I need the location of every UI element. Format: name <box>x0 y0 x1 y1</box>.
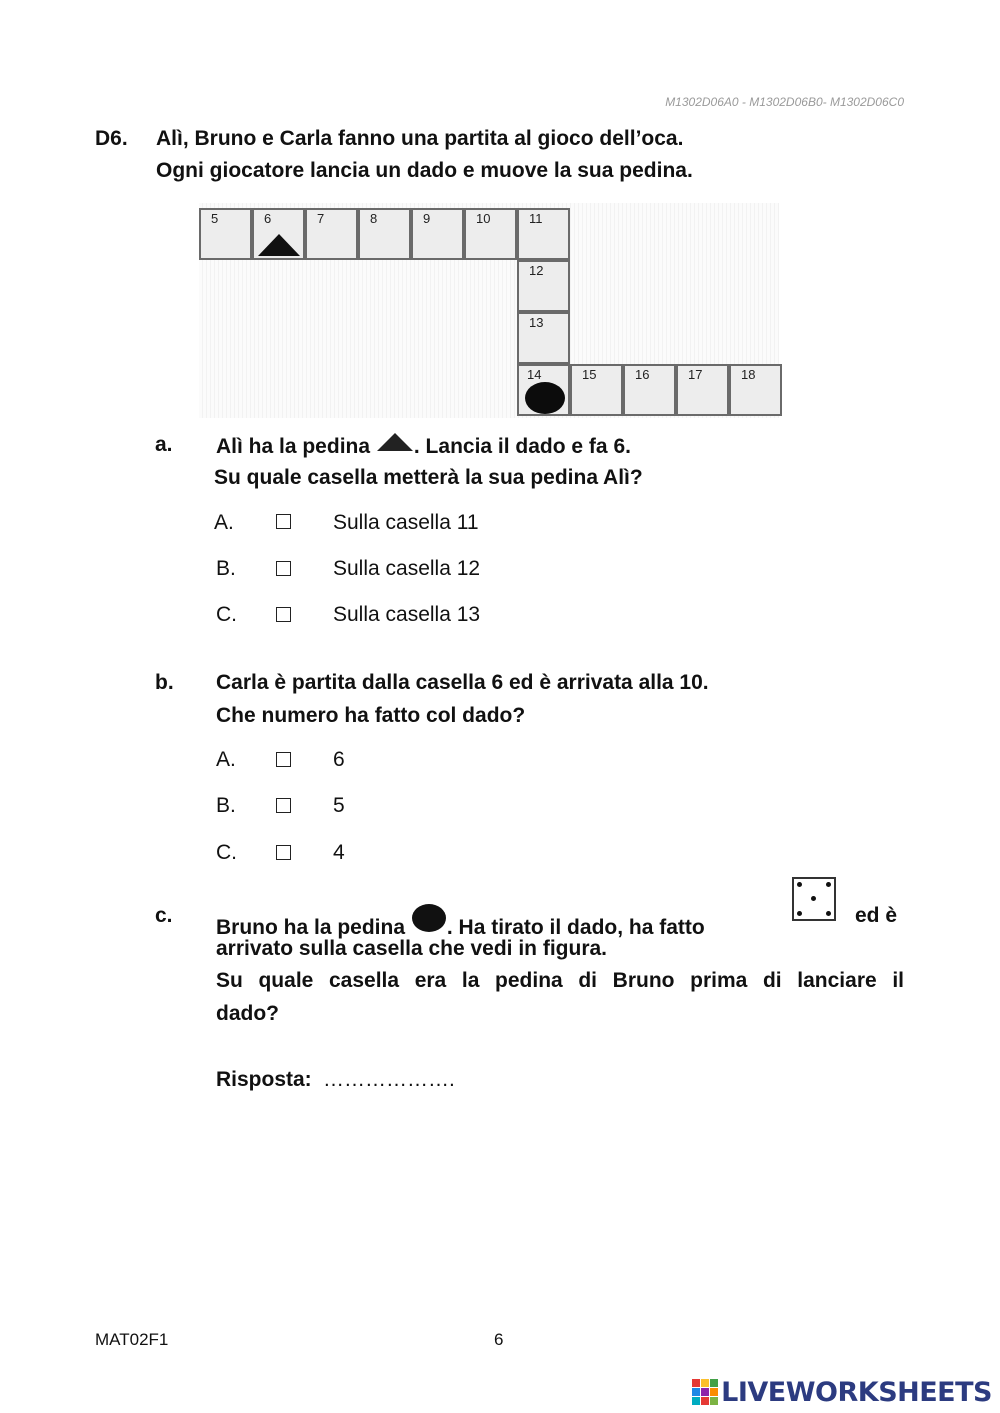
part-c-line-1-end: ed è <box>855 904 898 927</box>
option-text: Sulla casella 11 <box>333 511 479 534</box>
option-letter: C. <box>216 841 237 864</box>
option-letter: C. <box>216 603 237 626</box>
part-c-line-4: dado? <box>216 1002 279 1025</box>
part-a-line-1: Alì ha la pedina . Lancia il dado e fa 6. <box>216 435 631 458</box>
dice-dot <box>811 896 816 901</box>
option-letter: A. <box>214 511 234 534</box>
triangle-pawn-icon <box>377 433 413 451</box>
question-line-1: Alì, Bruno e Carla fanno una partita al gioco dell’oca. <box>156 127 684 150</box>
part-b-line-2: Che numero ha fatto col dado? <box>216 704 526 727</box>
option-text: 6 <box>333 748 345 771</box>
dice-dot <box>826 882 831 887</box>
option-letter: A. <box>216 748 236 771</box>
board-cell: 17 <box>676 364 729 416</box>
part-b-letter: b. <box>155 671 174 694</box>
part-a-letter: a. <box>155 433 173 456</box>
option-text: Sulla casella 13 <box>333 603 481 626</box>
dice-five-icon <box>792 877 836 921</box>
option-text: Sulla casella 12 <box>333 557 481 580</box>
board-cell: 18 <box>729 364 782 416</box>
option-text: 5 <box>333 794 345 817</box>
option-checkbox[interactable] <box>276 607 291 622</box>
option-checkbox[interactable] <box>276 798 291 813</box>
document-code: M1302D06A0 - M1302D06B0- M1302D06C0 <box>665 95 904 109</box>
option-letter: B. <box>216 557 236 580</box>
option-checkbox[interactable] <box>276 514 291 529</box>
part-a-line-2: Su quale casella metterà la sua pedina Alì? <box>214 466 643 489</box>
dice-dot <box>797 911 802 916</box>
game-board <box>199 203 779 418</box>
footer-code: MAT02F1 <box>95 1330 169 1349</box>
liveworksheets-logo <box>692 1375 992 1409</box>
part-c-line-1: Bruno ha la pedina . Ha tirato il dado, ha fatto <box>216 904 705 940</box>
board-cell: 14 <box>517 364 570 416</box>
option-checkbox[interactable] <box>276 845 291 860</box>
triangle-pawn-icon <box>258 234 300 256</box>
board-cell: 11 <box>517 208 570 260</box>
board-cell: 13 <box>517 312 570 364</box>
board-cell: 12 <box>517 260 570 312</box>
part-b-line-1: Carla è partita dalla casella 6 ed è arrivata alla 10. <box>216 671 709 694</box>
part-c-letter: c. <box>155 904 173 927</box>
board-cell: 7 <box>305 208 358 260</box>
dice-dot <box>826 911 831 916</box>
board-cell: 10 <box>464 208 517 260</box>
dice-dot <box>797 882 802 887</box>
page-number: 6 <box>494 1330 504 1349</box>
logo-grid-icon <box>692 1379 718 1405</box>
part-c-line-3: Su quale casella era la pedina di Bruno prima di lanciare il <box>216 969 904 992</box>
board-cell: 8 <box>358 208 411 260</box>
question-line-2: Ogni giocatore lancia un dado e muove la sua pedina. <box>156 159 693 182</box>
question-number: D6. <box>95 127 128 150</box>
option-letter: B. <box>216 794 236 817</box>
circle-pawn-icon <box>412 904 446 932</box>
brand-text: LIVEWORKSHEETS <box>721 1376 992 1408</box>
option-checkbox[interactable] <box>276 752 291 767</box>
board-cell: 9 <box>411 208 464 260</box>
board-cell: 6 <box>252 208 305 260</box>
board-cell: 5 <box>199 208 252 260</box>
board-cell: 16 <box>623 364 676 416</box>
board-cell: 15 <box>570 364 623 416</box>
answer-label: Risposta: <box>216 1068 312 1091</box>
option-text: 4 <box>333 841 345 864</box>
circle-pawn-icon <box>525 382 565 414</box>
option-checkbox[interactable] <box>276 561 291 576</box>
answer-field[interactable]: ………………. <box>323 1068 455 1091</box>
part-c-line-2: arrivato sulla casella che vedi in figura. <box>216 937 608 960</box>
